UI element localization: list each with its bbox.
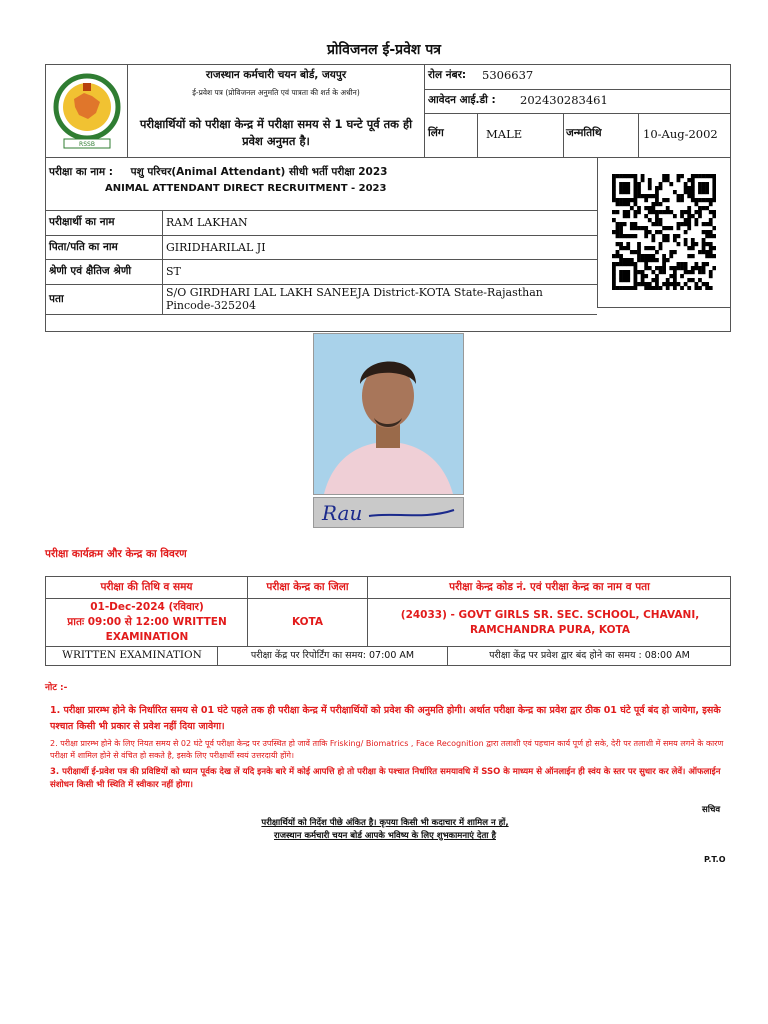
divider [46, 646, 731, 647]
exam-mode: WRITTEN EXAMINATION [62, 649, 202, 661]
logo-text: RSSB [78, 141, 95, 148]
divider [46, 210, 597, 211]
gender-value: MALE [486, 127, 523, 141]
roll-number-label: रोल नंबर: [428, 69, 467, 81]
divider [162, 210, 163, 314]
exam-time-value: प्रातः 09:00 से 12:00 WRITTEN EXAMINATION [67, 616, 227, 643]
address-line-1: S/O GIRDHARI LAL LAKH SANEEJA District-KOTA State-Rajasthan [166, 286, 543, 299]
emblem-icon [52, 69, 122, 153]
candidate-photo [313, 333, 464, 495]
divider [563, 113, 564, 157]
exam-centre: (24033) - GOVT GIRLS SR. SEC. SCHOOL, CHAVANI, RAMCHANDRA PURA, KOTA [400, 609, 700, 636]
page-title: प्रोविजनल ई-प्रवेश पत्र [326, 42, 442, 58]
exam-name [49, 165, 387, 179]
exam-date-value: 01-Dec-2024 (रविवार) [90, 601, 204, 613]
exam-date [52, 600, 242, 645]
entry-time-note: परीक्षार्थियों को परीक्षा केन्द्र में परीक्षा समय से 1 घन्टे पूर्व तक ही प्रवेश अनुमत है। [139, 117, 413, 148]
divider [424, 113, 731, 114]
application-id-value: 202430283461 [520, 93, 608, 107]
exam-name-english: ANIMAL ATTENDANT DIRECT RECRUITMENT - 2023 [105, 183, 387, 194]
address-label: पता [49, 293, 64, 305]
divider [46, 157, 731, 158]
father-name-label: पिता/पति का नाम [49, 241, 118, 253]
address-value [166, 286, 543, 312]
exam-name-label: परीक्षा का नाम : [49, 166, 114, 178]
signature-icon [314, 498, 463, 527]
category-value: ST [166, 265, 181, 278]
divider [46, 598, 731, 599]
divider [46, 259, 597, 260]
roll-number-value: 5306637 [482, 68, 534, 82]
divider [447, 646, 448, 665]
candidate-signature [313, 497, 464, 528]
exam-district: KOTA [291, 616, 324, 628]
secretary-label: सचिव [702, 805, 721, 815]
signature-text: Rau [322, 501, 363, 525]
candidate-portrait-icon [314, 334, 463, 494]
header-centre: परीक्षा केन्द्र कोड नं. एवं परीक्षा केन्द्र का नाम व पता [449, 581, 650, 593]
exam-name-hindi: पशु परिचर(Animal Attendant) सीधी भर्ती परीक्षा 2023 [130, 166, 388, 178]
note-item: 2. परीक्षा प्रारम्भ होने के लिए नियत समय से 02 घंटे पूर्व परीक्षा केन्द्र पर उपस्थित हो जावें ताकि Frisking/ Biomatrics , Face Recognition द्वारा तलाशी एवं पहचान कार्य पूर्ण हो सके, देरी पर तलाशी में समय लगने के कारण परीक्षा में शामिल होने से वंचित हो सकते है, इसके लिए परीक्षार्थी स्वयं उत्तरदायी होंगे। [50, 739, 724, 760]
gender-label: लिंग [428, 127, 444, 139]
candidate-name-value: RAM LAKHAN [166, 216, 248, 229]
pto-label: P.T.O [704, 855, 726, 864]
gate-close-time: परीक्षा केंद्र पर प्रवेश द्वार बंद होने का समय : 08:00 AM [489, 650, 690, 661]
reporting-time: परीक्षा केंद्र पर रिपोर्टिंग का समय: 07:00 AM [250, 650, 415, 661]
notes-heading: नोट :- [45, 683, 68, 693]
board-logo [46, 65, 128, 157]
divider [477, 113, 478, 157]
divider [597, 307, 731, 308]
board-subtitle: ई-प्रवेश पत्र (प्रोविजनल अनुमति एवं पात्रता की शर्त के अधीन) [192, 88, 360, 97]
divider [46, 284, 597, 285]
header-date-time: परीक्षा की तिथि व समय [100, 581, 193, 593]
note-item: 1. परीक्षा प्रारम्भ होने के निर्धारित समय से 01 घंटे पहले तक ही परीक्षा केन्द्र में परीक्षार्थियों को प्रवेश की अनुमति होगी। अर्थात परीक्षा केन्द्र का प्रवेश द्वार ठीक 01 घंटे पूर्व बंद हो जायेगा, इसके पश्चात किसी भी प्रकार से प्रवेश नहीं दिया जावेगा। [50, 705, 721, 732]
father-name-value: GIRIDHARILAL JI [166, 241, 266, 254]
closing-line-1: परीक्षार्थियों को निर्देश पीछे अंकित है। कृपया किसी भी कदाचार में शामिल न हों, [261, 818, 509, 828]
divider [46, 314, 597, 315]
candidate-name-label: परीक्षार्थी का नाम [49, 216, 115, 228]
divider [424, 65, 425, 157]
schedule-section-title: परीक्षा कार्यक्रम और केन्द्र का विवरण [45, 548, 187, 560]
address-line-2: Pincode-325204 [166, 299, 257, 312]
divider [217, 646, 218, 665]
divider [638, 113, 639, 157]
divider [424, 89, 731, 90]
closing-line-2: राजस्थान कर्मचारी चयन बोर्ड आपके भविष्य के लिए शुभकामनाएं देता है [274, 831, 496, 841]
board-name: राजस्थान कर्मचारी चयन बोर्ड, जयपुर [205, 69, 347, 81]
category-label: श्रेणी एवं क्षैतिज श्रेणी [49, 265, 132, 277]
dob-value: 10-Aug-2002 [643, 127, 718, 141]
dob-label: जन्मतिथि [566, 127, 602, 139]
header-district: परीक्षा केन्द्र का जिला [266, 581, 349, 593]
qr-code-icon [612, 174, 716, 290]
divider [46, 235, 597, 236]
application-id-label: आवेदन आई.डी : [428, 94, 496, 106]
note-item: 3. परीक्षार्थी ई-प्रवेश पत्र की प्रविष्टियों को ध्यान पूर्वक देख लें यदि इनके बारे में कोई आपत्ति हो तो परीक्षा के पश्चात निर्धारित समयावधि में SSO के माध्यम से ऑनलाईन ही स्वंय के स्तर पर सुधार कर लेवें। ऑफलाईन संशोधन किसी भी स्थिति में स्वीकार नहीं होगा। [50, 767, 721, 790]
divider [597, 157, 598, 307]
